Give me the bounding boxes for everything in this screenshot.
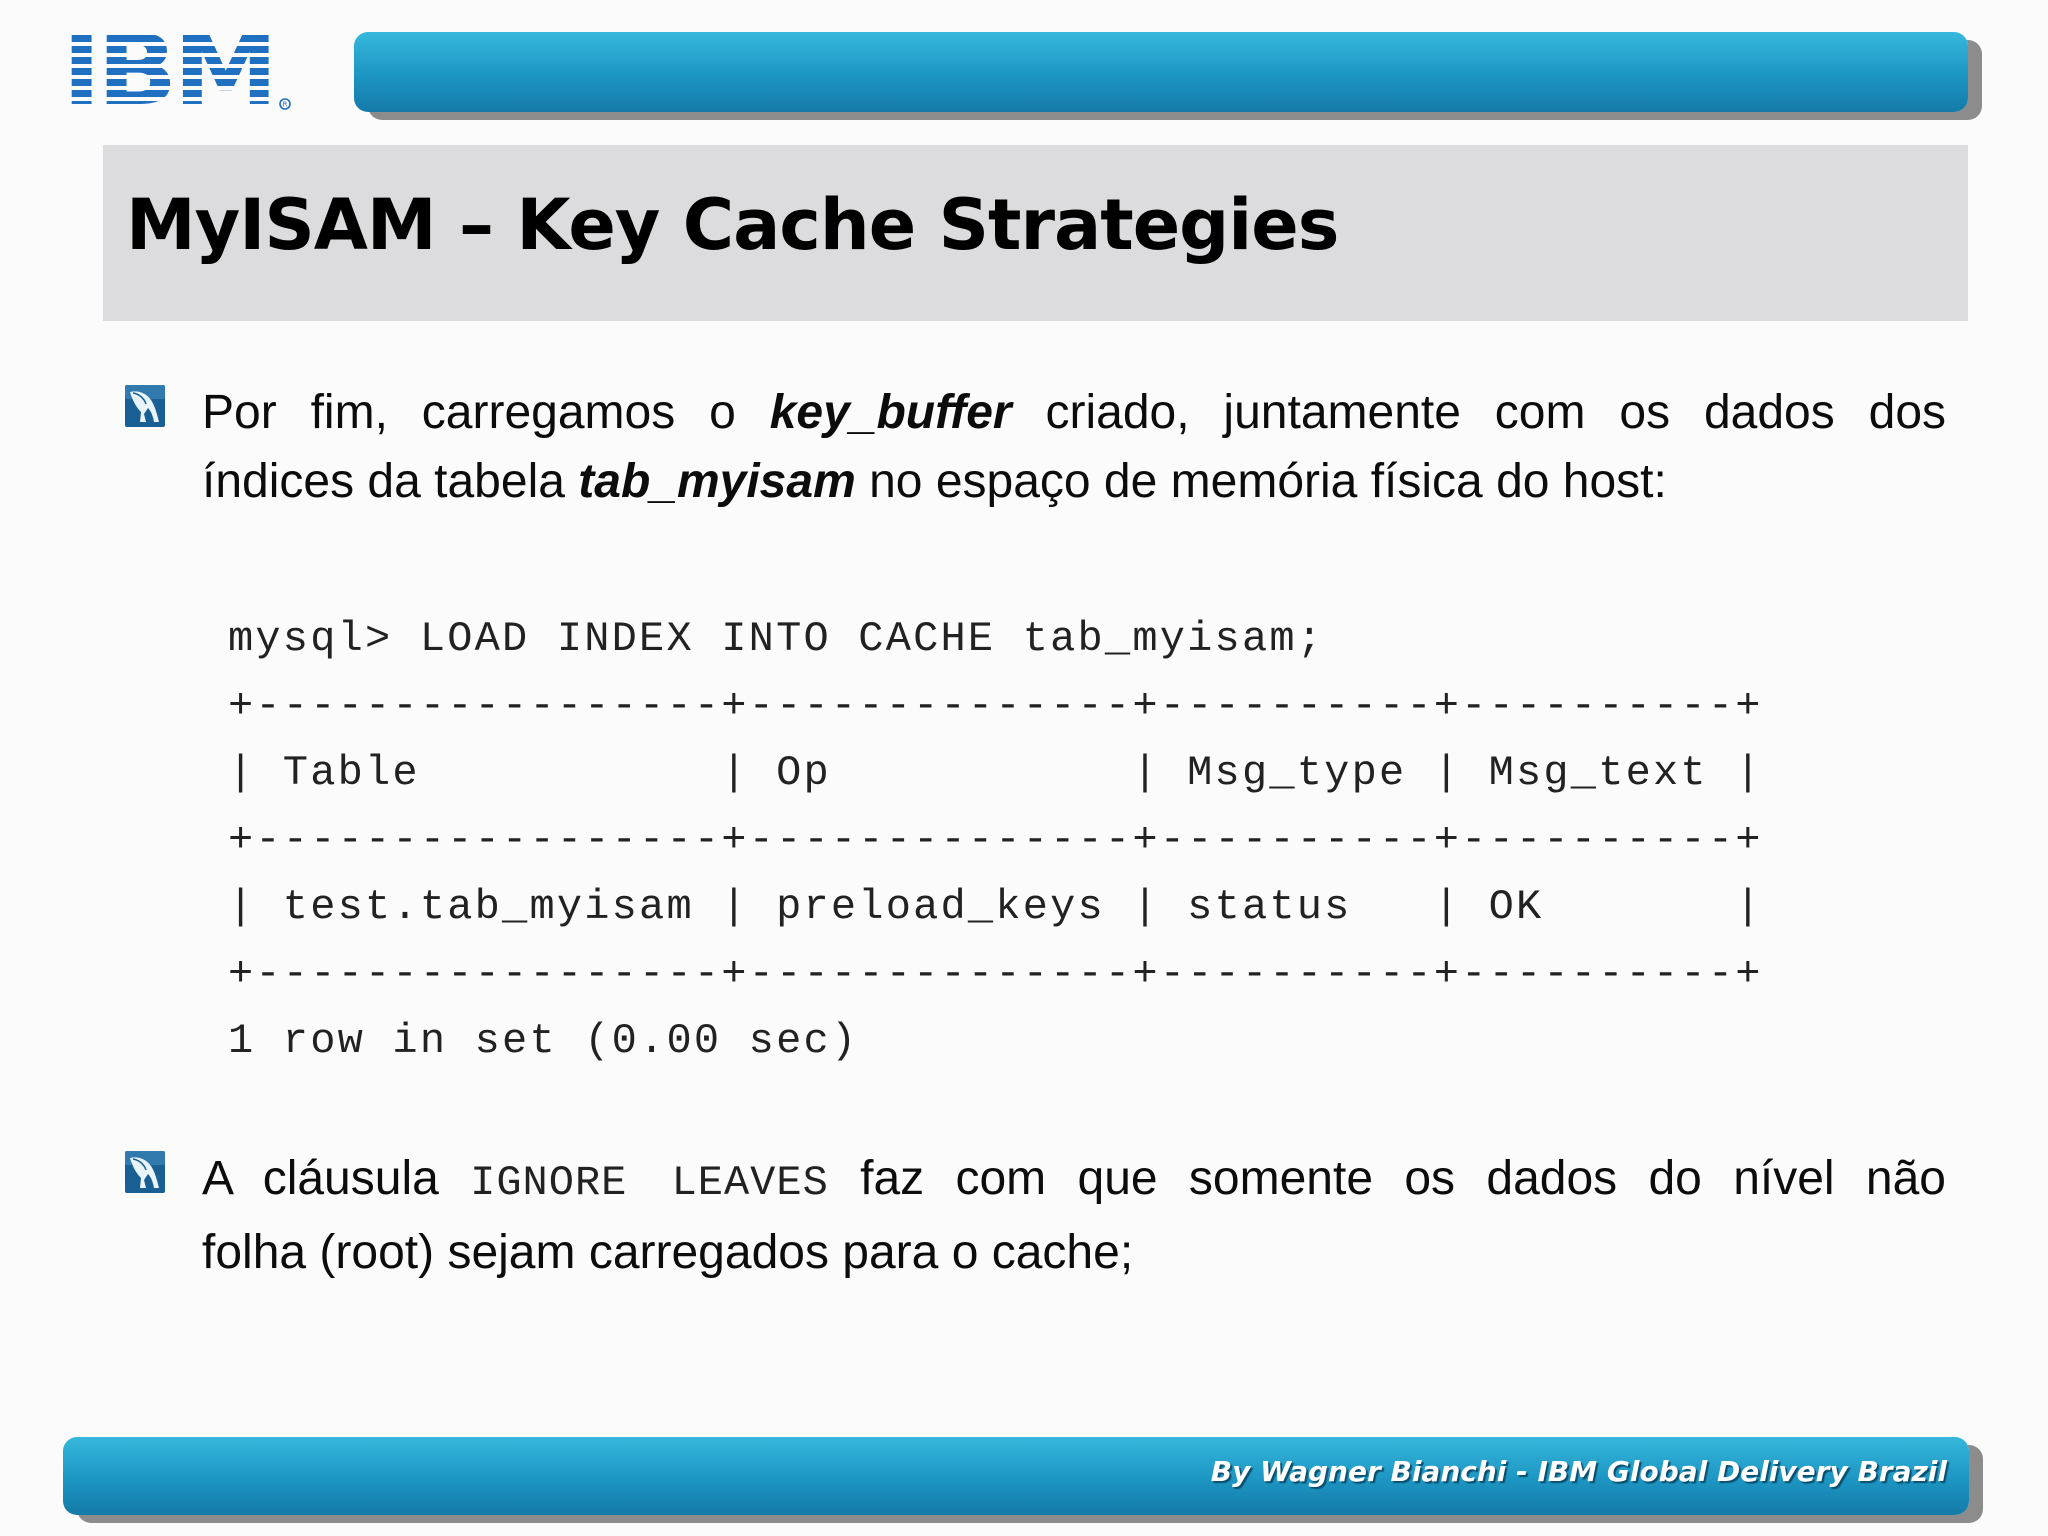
bullet-2-inline-code: IGNORE LEAVES <box>470 1159 829 1207</box>
bullet-1-text-post: criado, juntamente com os dados dos <box>1011 386 1947 439</box>
slide-title: MyISAM – Key Cache Strategies <box>126 184 1339 266</box>
code-block <box>228 606 1828 1075</box>
bullet-1-line-2-post: no espaço de memória física do host: <box>855 455 1667 508</box>
ibm-logo <box>62 24 294 114</box>
code-line: mysql> LOAD INDEX INTO CACHE tab_myisam; <box>228 615 1325 663</box>
bullet-2-text-pre: A cláusula <box>202 1152 471 1205</box>
header-bar <box>354 32 1968 112</box>
code-line: 1 row in set (0.00 sec) <box>228 1017 859 1065</box>
bullet-2-text-post: faz com que somente os dados do nível não <box>828 1152 1947 1205</box>
bullet-1-text-pre: Por fim, carregamos o <box>202 386 770 439</box>
code-line: | Table | Op | Msg_type | Msg_text | <box>228 749 1763 797</box>
bullet-2-text <box>202 1144 1946 1287</box>
bullet-2-line-1 <box>202 1144 1946 1218</box>
footer-credit: By Wagner Bianchi - IBM Global Delivery Brazil <box>1210 1455 1947 1488</box>
bullet-1-line-2 <box>202 447 1946 516</box>
bullet-1-line-1 <box>202 378 1946 447</box>
code-line: +-----------------+--------------+----------+----------+ <box>228 950 1763 998</box>
mysql-dolphin-icon <box>124 384 166 428</box>
code-line: +-----------------+--------------+----------+----------+ <box>228 816 1763 864</box>
code-line: | test.tab_myisam | preload_keys | status | OK | <box>228 883 1763 931</box>
code-line: +-----------------+--------------+----------+----------+ <box>228 682 1763 730</box>
bullet-1-line-2-pre: índices da tabela <box>202 455 579 508</box>
ibm-logo-text: IBM <box>62 24 274 114</box>
svg-text:R: R <box>282 100 288 109</box>
bullet-1-text <box>202 378 1946 516</box>
bullet-1-emphasis-key-buffer: key_buffer <box>769 386 1012 439</box>
footer-bar <box>63 1437 1969 1515</box>
bullet-2-line-2: folha (root) sejam carregados para o cache; <box>202 1226 1134 1279</box>
bullet-1-emphasis-tab-myisam: tab_myisam <box>578 455 856 508</box>
mysql-dolphin-icon <box>124 1150 166 1194</box>
